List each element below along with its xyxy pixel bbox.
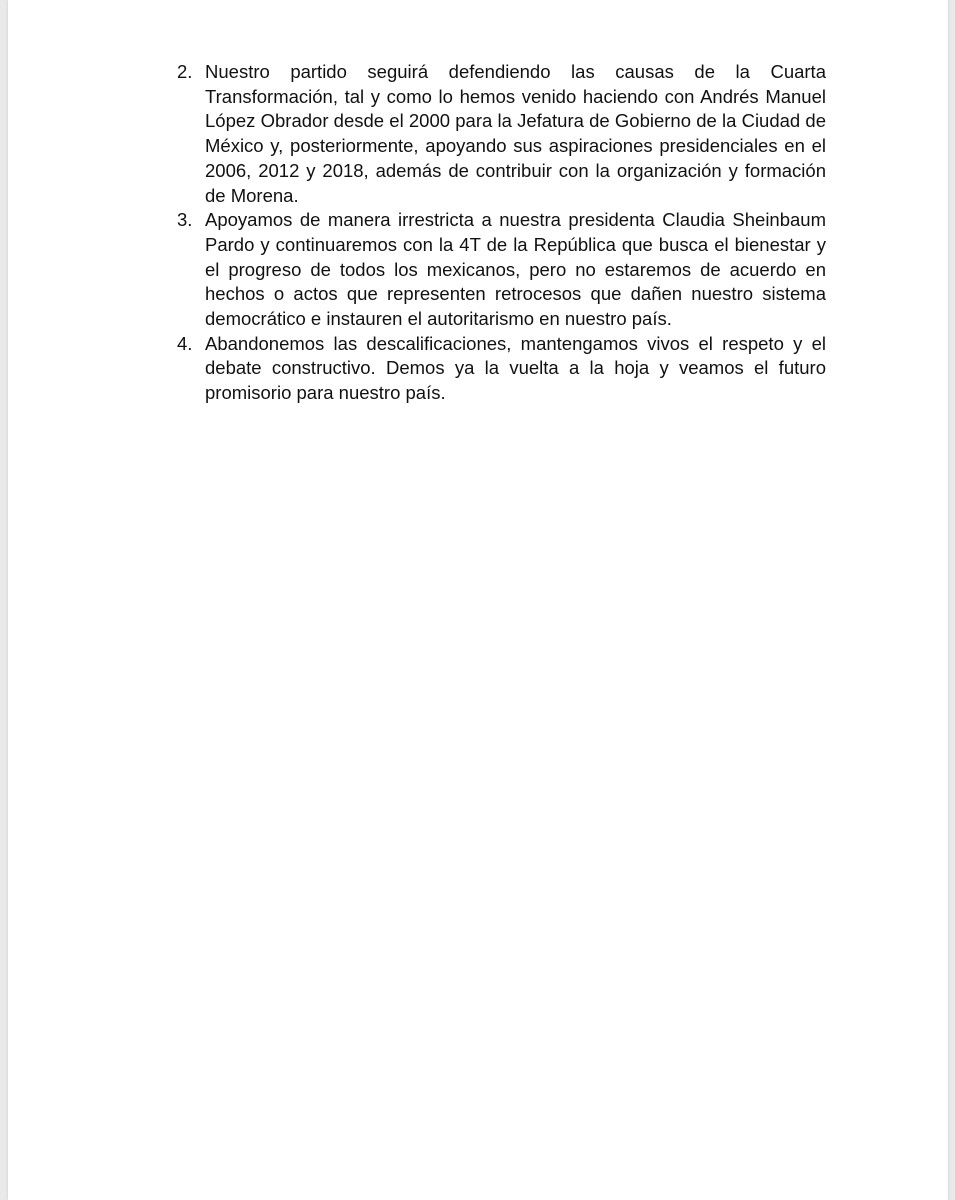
- list-item-text: Abandonemos las descalificaciones, mantengamos vivos el respeto y el debate constructivo. Demos ya la vuelta a la hoja y veamos el futuro promisorio para nuestro país.: [205, 332, 826, 404]
- list-item-number: 3.: [177, 209, 193, 231]
- list-item-text: Apoyamos de manera irrestricta a nuestra presidenta Claudia Sheinbaum Pardo y continuaremos con la 4T de la República que busca el bienestar y el progreso de todos los mexicanos, pero no estaremos de acuerdo en hechos o actos que representen retrocesos que dañen nuestro sistema democrático e instauren el autoritarismo en nuestro país.: [205, 209, 826, 330]
- list-item: [173, 60, 826, 208]
- list-item: [173, 332, 826, 406]
- list-item-text: Nuestro partido seguirá defendiendo las causas de la Cuarta Transformación, tal y como lo hemos venido haciendo con Andrés Manuel López Obrador desde el 2000 para la Jefatura de Gobierno de la Ciudad de México y, posteriormente, apoyando sus aspiraciones presidenciales en el 2006, 2012 y 2018, además de contribuir con la organización y formación de Morena.: [205, 61, 826, 206]
- list-item-number: 4.: [177, 332, 193, 354]
- numbered-list: [173, 60, 826, 406]
- document-page: [8, 0, 948, 1200]
- list-item-number: 2.: [177, 61, 193, 82]
- list-item: [173, 208, 826, 332]
